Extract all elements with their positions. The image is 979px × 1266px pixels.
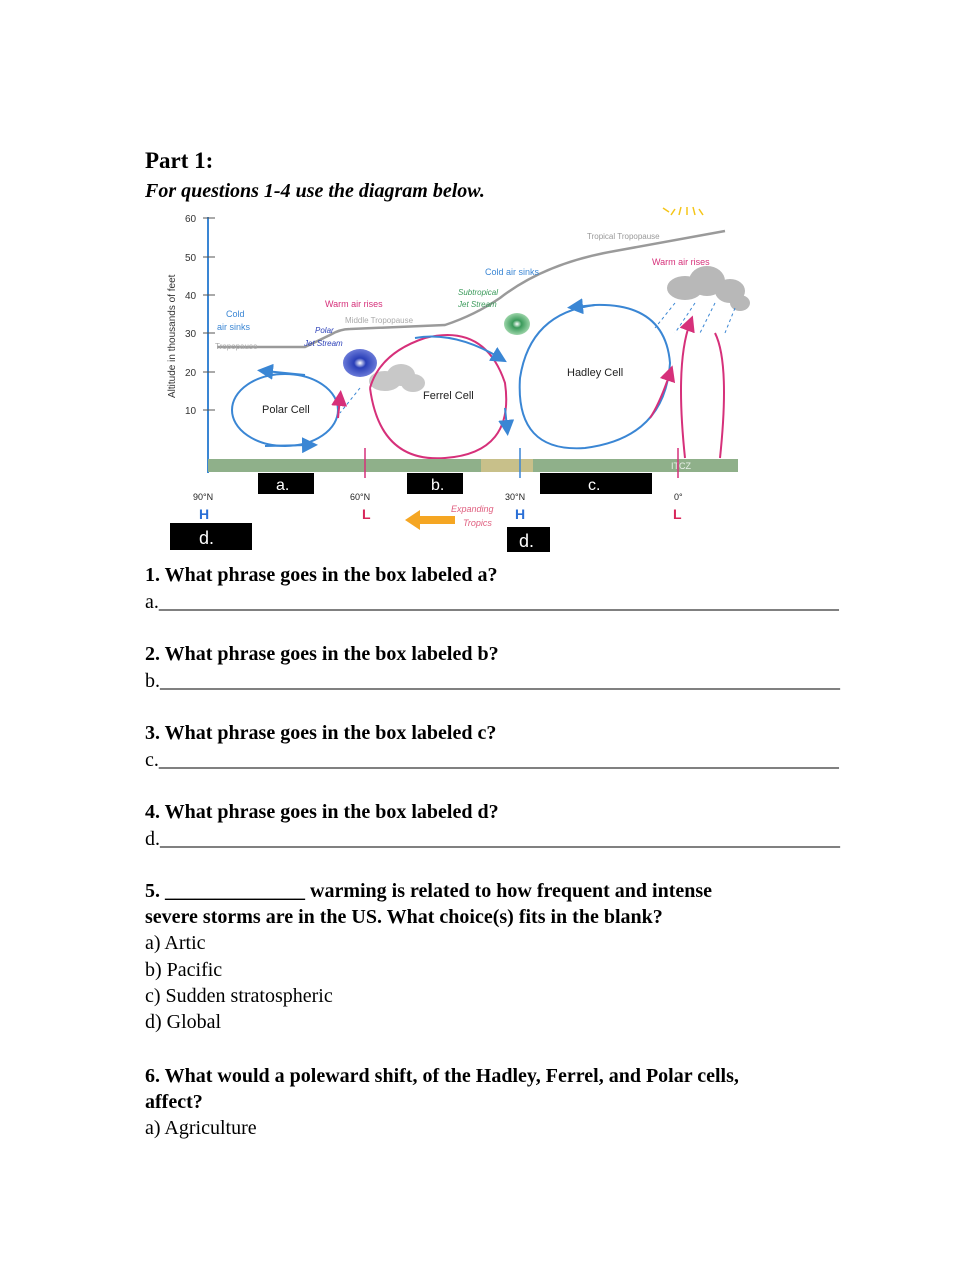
question-2: 2. What phrase goes in the box labeled b? [145, 643, 499, 665]
pressure-l-0: L [673, 506, 682, 522]
q5-option-c[interactable]: c) Sudden stratospheric [145, 985, 333, 1007]
question-5-line-1: 5. ______________ warming is related to how frequent and intense [145, 880, 713, 902]
lat-90: 90°N [193, 492, 214, 502]
part-instruction: For questions 1-4 use the diagram below. [145, 180, 485, 202]
expanding-tropics-arrow [405, 510, 455, 530]
pressure-h-90: H [199, 506, 210, 522]
answer-line-d[interactable]: d.____________________________________________________________________ [145, 828, 840, 850]
diagram-svg [155, 203, 755, 558]
question-3: 3. What phrase goes in the box labeled c? [145, 722, 497, 744]
question-5-line-2: severe storms are in the US. What choice(s) fits in the blank? [145, 906, 663, 928]
lat-60: 60°N [350, 492, 371, 502]
label-subtropical-jet-1: Subtropical [458, 288, 499, 297]
label-polar-jet-2: Jet Stream [304, 339, 343, 348]
box-c-label: c. [588, 477, 601, 494]
cloud-icon-mid [369, 364, 425, 392]
label-subtropical-jet-2: Jet Stream [458, 300, 497, 309]
box-d-left-label: d. [199, 528, 215, 548]
label-warm-air-rises-right: Warm air rises [652, 257, 710, 267]
question-1: 1. What phrase goes in the box labeled a? [145, 564, 498, 586]
sun-icon [663, 207, 703, 215]
label-polar-cell: Polar Cell [262, 404, 310, 416]
q5-option-a[interactable]: a) Artic [145, 932, 206, 954]
label-expanding-2: Tropics [463, 518, 492, 528]
y-tick-30: 30 [185, 329, 197, 340]
label-ferrel-cell: Ferrel Cell [423, 390, 474, 402]
answer-line-b[interactable]: b.____________________________________________________________________ [145, 670, 840, 692]
y-tick-50: 50 [185, 253, 197, 264]
question-4: 4. What phrase goes in the box labeled d? [145, 801, 499, 823]
box-b-label: b. [431, 477, 445, 494]
question-6-line-1: 6. What would a poleward shift, of the Hadley, Ferrel, and Polar cells, [145, 1065, 739, 1087]
label-middle-tropopause: Middle Tropopause [345, 316, 414, 325]
label-tropical-tropopause: Tropical Tropopause [587, 232, 660, 241]
label-itcz: ITCZ [671, 461, 691, 471]
q6-option-a[interactable]: a) Agriculture [145, 1117, 257, 1139]
label-tropopause: Tropopause [215, 342, 258, 351]
question-6-line-2: affect? [145, 1091, 203, 1113]
label-cold-air-sinks-top: Cold air sinks [485, 267, 540, 277]
label-expanding-1: Expanding [451, 504, 494, 514]
label-warm-air-rises-mid: Warm air rises [325, 299, 383, 309]
label-cold-left-1: Cold [226, 309, 245, 319]
label-polar-jet-1: Polar [315, 326, 334, 335]
atmospheric-circulation-diagram [155, 203, 755, 563]
surface-band [208, 459, 738, 472]
answer-line-a[interactable]: a.____________________________________________________________________ [145, 591, 839, 613]
y-tick-10: 10 [185, 406, 197, 417]
y-tick-60: 60 [185, 214, 197, 225]
cloud-icon-right [667, 266, 750, 311]
answer-line-c[interactable]: c.____________________________________________________________________ [145, 749, 839, 771]
q5-option-b[interactable]: b) Pacific [145, 959, 223, 981]
pressure-h-30: H [515, 506, 526, 522]
pressure-l-60: L [362, 506, 371, 522]
box-a-label: a. [276, 477, 290, 494]
box-d-right-label: d. [519, 531, 535, 551]
part-heading: Part 1: [145, 148, 214, 173]
y-axis-label: Altitude in thousands of feet [167, 274, 178, 398]
lat-30: 30°N [505, 492, 526, 502]
y-tick-40: 40 [185, 291, 197, 302]
label-cold-left-2: air sinks [217, 322, 251, 332]
lat-0: 0° [674, 492, 683, 502]
polar-jet-stream-icon [343, 349, 377, 377]
subtropical-jet-stream-icon [504, 313, 530, 335]
y-tick-20: 20 [185, 368, 197, 379]
q5-option-d[interactable]: d) Global [145, 1011, 222, 1033]
label-hadley-cell: Hadley Cell [567, 367, 624, 379]
